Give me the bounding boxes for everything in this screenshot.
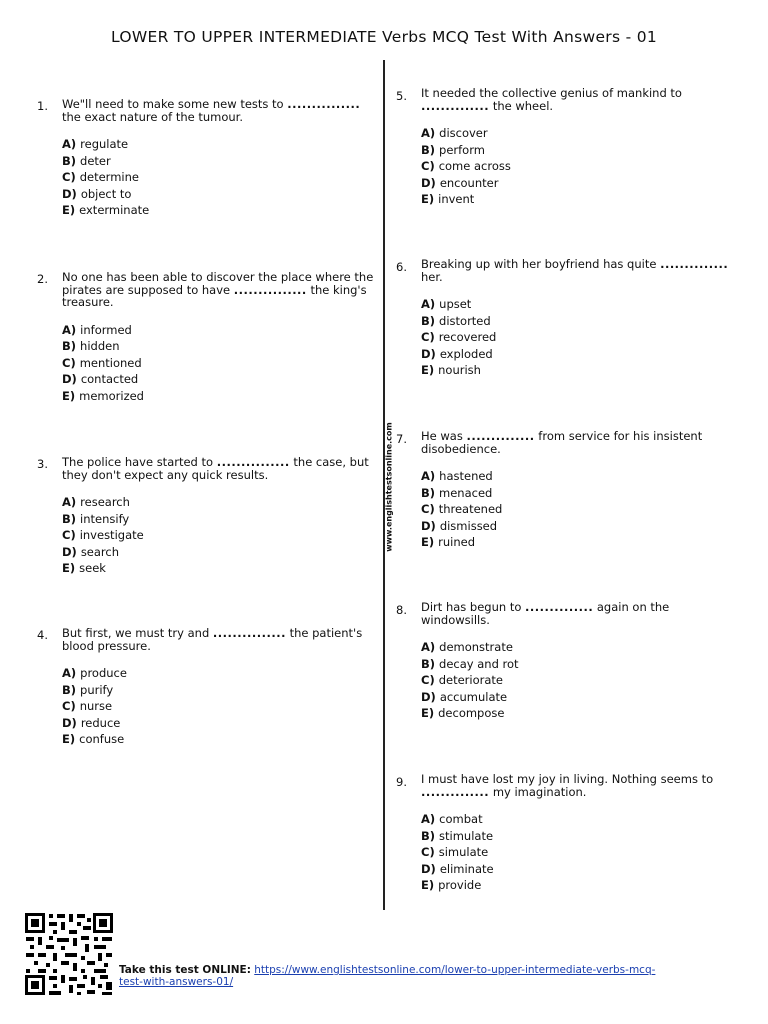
option-text: mentioned xyxy=(79,355,142,370)
answer-blank: .............. xyxy=(525,600,594,614)
option-text: hidden xyxy=(80,339,120,353)
question-number: 1. xyxy=(37,99,48,113)
option-c[interactable] xyxy=(421,329,739,346)
option-list xyxy=(421,468,739,551)
option-text: simulate xyxy=(438,845,489,859)
option-text: decay and rot xyxy=(439,656,519,671)
option-b[interactable] xyxy=(62,153,380,170)
question-number: 4. xyxy=(37,628,48,642)
option-d[interactable] xyxy=(62,186,380,203)
option-letter: B) xyxy=(421,485,436,500)
option-letter: B) xyxy=(62,339,77,353)
option-list xyxy=(421,639,739,722)
option-letter: D) xyxy=(421,861,436,876)
question-text-before: Breaking up with her boyfriend has quite xyxy=(421,257,661,271)
option-letter: C) xyxy=(421,673,435,687)
question-text xyxy=(62,98,380,123)
question-text-after: the king's treasure. xyxy=(62,282,367,309)
option-letter: D) xyxy=(62,372,77,386)
question-text-before: No one has been able to discover the place where the pirates are supposed to have xyxy=(62,270,374,297)
footer xyxy=(119,964,679,988)
question-4 xyxy=(37,627,380,748)
option-c[interactable] xyxy=(421,501,739,518)
option-e[interactable] xyxy=(421,705,739,722)
option-letter: C) xyxy=(62,699,76,713)
option-text: deteriorate xyxy=(438,673,503,687)
option-c[interactable] xyxy=(421,844,739,861)
option-d[interactable] xyxy=(62,544,380,561)
option-c[interactable] xyxy=(62,527,380,544)
option-list xyxy=(62,136,380,219)
page-title: LOWER TO UPPER INTERMEDIATE Verbs MCQ Test With Answers - 01 xyxy=(110,28,658,46)
option-text: produce xyxy=(80,666,127,680)
option-c[interactable] xyxy=(62,355,380,372)
option-text: accumulate xyxy=(439,689,508,704)
question-text xyxy=(421,430,739,455)
option-e[interactable] xyxy=(421,534,739,551)
option-text: provide xyxy=(438,878,482,892)
option-d[interactable] xyxy=(62,715,380,732)
site-watermark: www.englishtestsonline.com xyxy=(384,422,394,552)
option-text: research xyxy=(80,495,130,509)
option-a[interactable] xyxy=(421,125,739,142)
option-text: upset xyxy=(439,297,472,311)
question-text-after: the exact nature of the tumour. xyxy=(62,109,244,124)
option-text: reduce xyxy=(80,715,121,730)
option-text: come across xyxy=(438,159,511,173)
option-c[interactable] xyxy=(421,158,739,175)
option-text: encounter xyxy=(439,175,499,190)
question-number: 2. xyxy=(37,272,48,286)
option-list xyxy=(62,494,380,577)
option-text: search xyxy=(80,544,120,559)
option-text: invent xyxy=(438,192,475,206)
answer-blank: .............. xyxy=(660,257,729,271)
option-text: determine xyxy=(79,170,139,184)
option-d[interactable] xyxy=(421,346,739,363)
question-number: 9. xyxy=(396,775,407,789)
option-letter: C) xyxy=(421,502,435,516)
question-text xyxy=(62,271,380,309)
option-a[interactable] xyxy=(62,494,380,511)
option-text: distorted xyxy=(439,313,491,328)
question-2 xyxy=(37,271,380,404)
question-number: 7. xyxy=(396,432,407,446)
option-text: combat xyxy=(439,812,483,826)
option-d[interactable] xyxy=(421,518,739,535)
question-text xyxy=(421,601,739,626)
option-text: nurse xyxy=(79,699,113,713)
option-a[interactable] xyxy=(421,296,739,313)
option-letter: E) xyxy=(421,192,435,206)
option-text: perform xyxy=(439,142,485,157)
option-letter: B) xyxy=(421,142,436,157)
option-text: memorized xyxy=(79,388,144,403)
option-b[interactable] xyxy=(421,313,739,330)
question-text xyxy=(62,456,380,481)
question-text-before: I must have lost my joy in living. Nothing seems to xyxy=(421,772,714,786)
option-letter: B) xyxy=(421,656,436,671)
option-letter: A) xyxy=(421,812,436,826)
question-9 xyxy=(396,773,739,894)
option-text: hastened xyxy=(439,469,493,483)
option-letter: D) xyxy=(62,544,77,559)
option-letter: D) xyxy=(421,175,436,190)
option-e[interactable] xyxy=(62,388,380,405)
option-b[interactable] xyxy=(62,338,380,355)
answer-blank: ............... xyxy=(287,97,361,111)
option-letter: E) xyxy=(421,535,435,549)
option-letter: A) xyxy=(421,640,436,654)
answer-blank: .............. xyxy=(421,98,490,113)
option-letter: E) xyxy=(421,878,435,892)
option-e[interactable] xyxy=(421,362,739,379)
question-text-after: again on the windowsills. xyxy=(421,600,670,627)
question-text-after: from service for his insistent disobedience. xyxy=(421,429,703,456)
option-a[interactable] xyxy=(421,639,739,656)
option-letter: A) xyxy=(62,666,77,680)
option-text: dismissed xyxy=(439,518,498,533)
option-b[interactable] xyxy=(421,656,739,673)
question-text-after: my imagination. xyxy=(489,784,587,799)
option-letter: D) xyxy=(62,186,77,201)
question-text xyxy=(421,258,739,283)
question-number: 6. xyxy=(396,260,407,274)
option-text: ruined xyxy=(438,535,476,549)
option-letter: A) xyxy=(421,297,436,311)
option-text: stimulate xyxy=(439,828,494,843)
option-b[interactable] xyxy=(62,682,380,699)
option-d[interactable] xyxy=(62,371,380,388)
question-text-before: He was xyxy=(421,429,467,443)
option-text: confuse xyxy=(79,732,125,746)
option-c[interactable] xyxy=(62,169,380,186)
option-letter: C) xyxy=(62,355,76,370)
answer-blank: ............... xyxy=(233,282,307,297)
question-text xyxy=(421,773,739,798)
option-e[interactable] xyxy=(62,202,380,219)
option-text: exploded xyxy=(439,346,493,361)
question-text-after: the case, but they don't expect any quick results. xyxy=(62,455,369,482)
option-e[interactable] xyxy=(421,191,739,208)
option-letter: B) xyxy=(421,313,436,328)
question-text xyxy=(421,87,739,112)
option-letter: C) xyxy=(421,845,435,859)
question-7 xyxy=(396,430,739,551)
option-text: purify xyxy=(80,682,114,697)
option-letter: D) xyxy=(421,689,436,704)
option-letter: C) xyxy=(62,170,76,184)
question-text-after: the patient's blood pressure. xyxy=(62,626,363,653)
option-e[interactable] xyxy=(421,877,739,894)
option-letter: E) xyxy=(62,732,76,746)
option-text: demonstrate xyxy=(439,640,513,654)
option-letter: D) xyxy=(421,346,436,361)
option-a[interactable] xyxy=(62,665,380,682)
option-letter: B) xyxy=(421,828,436,843)
option-b[interactable] xyxy=(421,485,739,502)
option-text: object to xyxy=(80,186,132,201)
option-a[interactable] xyxy=(62,136,380,153)
option-c[interactable] xyxy=(62,698,380,715)
option-e[interactable] xyxy=(62,560,380,577)
option-b[interactable] xyxy=(421,828,739,845)
answer-blank: ............... xyxy=(212,626,286,640)
option-text: eliminate xyxy=(439,861,494,876)
option-list xyxy=(62,665,380,748)
option-text: intensify xyxy=(80,511,130,526)
option-letter: E) xyxy=(62,388,76,403)
option-letter: C) xyxy=(421,330,435,344)
question-text-before: We"ll need to make some new tests to xyxy=(62,97,288,111)
option-text: contacted xyxy=(80,372,139,386)
option-letter: B) xyxy=(62,511,77,526)
question-text-before: The police have started to xyxy=(62,455,217,469)
option-letter: E) xyxy=(62,561,76,575)
option-b[interactable] xyxy=(421,142,739,159)
question-number: 5. xyxy=(396,89,407,103)
question-text-before: But first, we must try and xyxy=(62,626,213,640)
option-text: decompose xyxy=(438,706,505,720)
option-text: investigate xyxy=(79,528,144,542)
option-list xyxy=(62,322,380,405)
answer-blank: ............... xyxy=(216,455,290,469)
option-letter: B) xyxy=(62,682,77,697)
option-letter: C) xyxy=(62,528,76,542)
option-a[interactable] xyxy=(62,322,380,339)
option-text: regulate xyxy=(80,137,129,151)
option-text: seek xyxy=(79,561,106,575)
option-letter: D) xyxy=(62,715,77,730)
option-a[interactable] xyxy=(421,811,739,828)
option-list xyxy=(421,811,739,894)
option-letter: C) xyxy=(421,159,435,173)
option-text: informed xyxy=(80,322,132,337)
question-8 xyxy=(396,601,739,722)
question-text-before: Dirt has begun to xyxy=(421,600,526,614)
option-letter: A) xyxy=(421,126,436,140)
option-text: menaced xyxy=(439,485,493,500)
option-letter: E) xyxy=(421,363,435,377)
question-6 xyxy=(396,258,739,379)
option-text: exterminate xyxy=(79,203,150,217)
option-text: discover xyxy=(439,126,488,140)
option-e[interactable] xyxy=(62,731,380,748)
option-letter: D) xyxy=(421,518,436,533)
option-letter: A) xyxy=(62,322,77,337)
answer-blank: .............. xyxy=(421,784,490,799)
option-text: nourish xyxy=(438,363,481,377)
option-list xyxy=(421,125,739,208)
question-text-after: her. xyxy=(421,269,443,284)
option-d[interactable] xyxy=(421,689,739,706)
question-1 xyxy=(37,98,380,219)
option-letter: E) xyxy=(421,706,435,720)
option-d[interactable] xyxy=(421,861,739,878)
option-text: recovered xyxy=(438,330,497,344)
question-text-before: It needed the collective genius of mankind to xyxy=(421,86,682,100)
qr-code-icon[interactable] xyxy=(24,912,114,996)
option-c[interactable] xyxy=(421,672,739,689)
footer-label: Take this test ONLINE: xyxy=(119,964,251,976)
question-text xyxy=(62,627,380,652)
option-list xyxy=(421,296,739,379)
option-text: threatened xyxy=(438,502,503,516)
question-text-after: the wheel. xyxy=(489,98,554,113)
option-d[interactable] xyxy=(421,175,739,192)
test-online-link[interactable]: https://www.englishtestsonline.com/lower-to-upper-intermediate-verbs-mcq-test-with-answers-01/ xyxy=(119,964,656,988)
question-number: 3. xyxy=(37,457,48,471)
option-letter: A) xyxy=(62,137,77,151)
answer-blank: .............. xyxy=(466,429,535,443)
question-5 xyxy=(396,87,739,208)
question-number: 8. xyxy=(396,603,407,617)
option-letter: A) xyxy=(62,495,77,509)
question-3 xyxy=(37,456,380,577)
option-letter: E) xyxy=(62,203,76,217)
option-a[interactable] xyxy=(421,468,739,485)
option-letter: A) xyxy=(421,469,436,483)
option-text: deter xyxy=(80,153,111,168)
option-letter: B) xyxy=(62,153,77,168)
option-b[interactable] xyxy=(62,511,380,528)
